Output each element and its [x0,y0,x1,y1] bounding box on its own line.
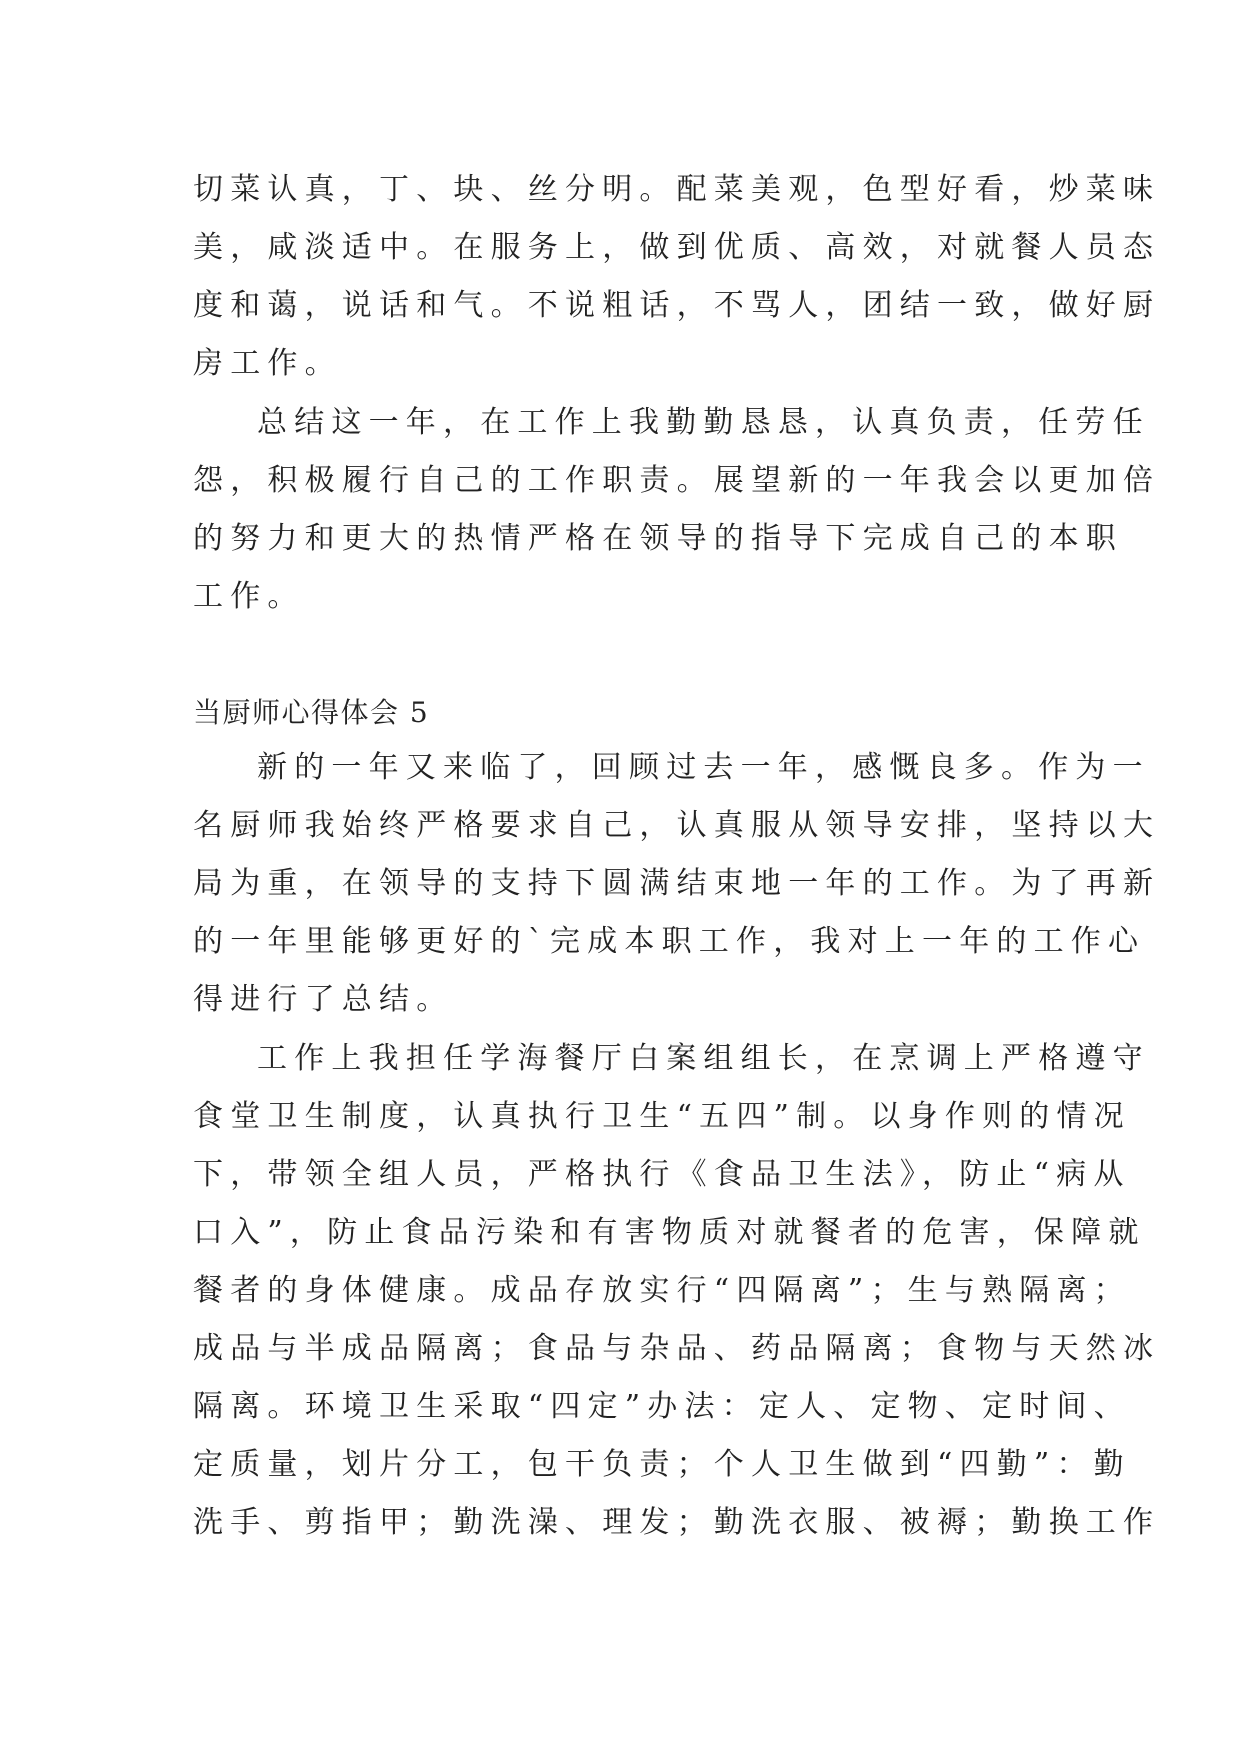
text-line: 切菜认真，丁、块、丝分明。配菜美观，色型好看，炒菜味 [193,172,1161,207]
text-line: 工作。 [193,579,305,614]
text-line: 度和蔼，说话和气。不说粗话，不骂人，团结一致，做好厨 [193,288,1161,323]
text-line: 美，咸淡适中。在服务上，做到优质、高效，对就餐人员态 [193,230,1161,265]
text-line: 总结这一年，在工作上我勤勤恳恳，认真负责，任劳任 [257,405,1150,440]
text-line: 食堂卫生制度，认真执行卫生“五四”制。以身作则的情况 [193,1099,1131,1134]
text-line: 隔离。环境卫生采取“四定”办法：定人、定物、定时间、 [193,1389,1131,1424]
text-line: 成品与半成品隔离；食品与杂品、药品隔离；食物与天然冰 [193,1331,1161,1366]
paragraph-introduction [193,739,1161,1029]
text-line: 工作上我担任学海餐厅白案组组长，在烹调上严格遵守 [257,1041,1150,1076]
text-line: 的一年里能够更好的`完成本职工作，我对上一年的工作心 [193,924,1146,959]
text-line: 下，带领全组人员，严格执行《食品卫生法》，防止“病从 [193,1157,1131,1192]
paragraph-hygiene-work [193,1030,1161,1552]
text-line: 得进行了总结。 [193,982,454,1017]
text-line: 口入”，防止食品污染和有害物质对就餐者的危害，保障就 [193,1215,1146,1250]
text-line: 洗手、剪指甲；勤洗澡、理发；勤洗衣服、被褥；勤换工作 [193,1505,1161,1540]
text-line: 定质量，划片分工，包干负责；个人卫生做到“四勤”：勤 [193,1447,1131,1482]
text-line: 房工作。 [193,346,342,381]
paragraph-year-summary [193,394,1161,626]
section-title: 当厨师心得体会 5 [193,696,430,729]
text-line: 餐者的身体健康。成品存放实行“四隔离”；生与熟隔离； [193,1273,1131,1308]
text-line: 怨，积极履行自己的工作职责。展望新的一年我会以更加倍 [193,463,1161,498]
text-line: 局为重，在领导的支持下圆满结束地一年的工作。为了再新 [193,866,1161,901]
text-line: 新的一年又来临了，回顾过去一年，感慨良多。作为一 [257,750,1150,785]
paragraph-kitchen-standards [193,161,1161,393]
text-line: 的努力和更大的热情严格在领导的指导下完成自己的本职 [193,521,1123,556]
text-line: 名厨师我始终严格要求自己，认真服从领导安排，坚持以大 [193,808,1161,843]
section-heading [193,684,1053,742]
